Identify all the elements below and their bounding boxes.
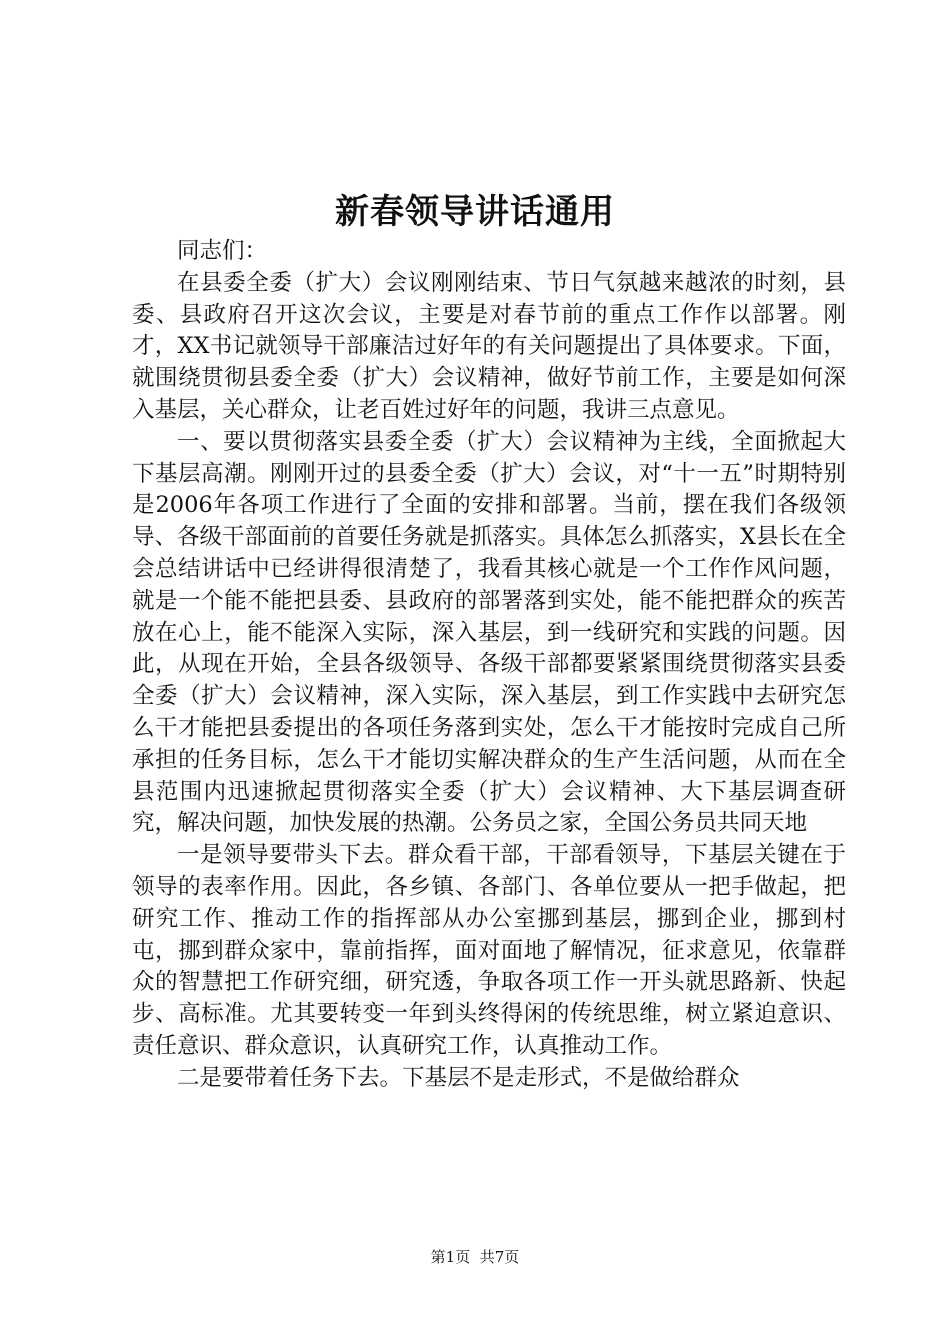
page-number: 第1页 bbox=[430, 1248, 471, 1266]
paragraph-intro: 在县委全委（扩大）会议刚刚结束、节日气氛越来越浓的时刻，县委、县政府召开这次会议，主要是对春节前的重点工作作以部署。刚才，XX书记就领导干部廉洁过好年的有关问题提出了具体要求。下面，就围绕贯彻县委全委（扩大）会议精神，做好节前工作，主要是如何深入基层，关心群众，让老百姓过好年的问题，我讲三点意见。 bbox=[132, 269, 846, 423]
document-title: 新春领导讲话通用 bbox=[335, 192, 615, 232]
salutation: 同志们： bbox=[177, 238, 268, 264]
page-footer bbox=[0, 1246, 950, 1267]
page-total: 共7页 bbox=[479, 1248, 520, 1266]
document-body bbox=[132, 236, 846, 1095]
paragraph-point-two: 二是要带着任务下去。下基层不是走形式，不是做给群众 bbox=[177, 1064, 740, 1091]
paragraph-point-one: 一是领导要带头下去。群众看干部，干部看领导，下基层关键在于领导的表率作用。因此，各乡镇、各部门、各单位要从一把手做起，把研究工作、推动工作的指挥部从办公室挪到基层，挪到企业，挪到村屯，挪到群众家中，靠前指挥，面对面地了解情况，征求意见，依靠群众的智慧把工作研究细，研究透，争取各项工作一开头就思路新、快起步、高标准。尤其要转变一年到头终得闲的传统思维，树立紧迫意识、责任意识、群众意识，认真研究工作，认真推动工作。 bbox=[132, 842, 846, 1059]
paragraph-section-one: 一、要以贯彻落实县委全委（扩大）会议精神为主线，全面掀起大下基层高潮。刚刚开过的县委全委（扩大）会议，对“十一五”时期特别是2006年各项工作进行了全面的安排和部署。当前，摆在我们各级领导、各级干部面前的首要任务就是抓落实。具体怎么抓落实，X县长在全会总结讲话中已经讲得很清楚了，我看其核心就是一个工作作风问题，就是一个能不能把县委、县政府的部署落到实处，能不能把群众的疾苦放在心上，能不能深入实际，深入基层，到一线研究和实践的问题。因此，从现在开始，全县各级领导、各级干部都要紧紧围绕贯彻落实县委全委（扩大）会议精神，深入实际，深入基层，到工作实践中去研究怎么干才能把县委提出的各项任务落到实处，怎么干才能按时完成自己所承担的任务目标，怎么干才能切实解决群众的生产生活问题，从而在全县范围内迅速掀起贯彻落实全委（扩大）会议精神、大下基层调查研究，解决问题，加快发展的热潮。公务员之家，全国公务员共同天地 bbox=[132, 428, 846, 837]
